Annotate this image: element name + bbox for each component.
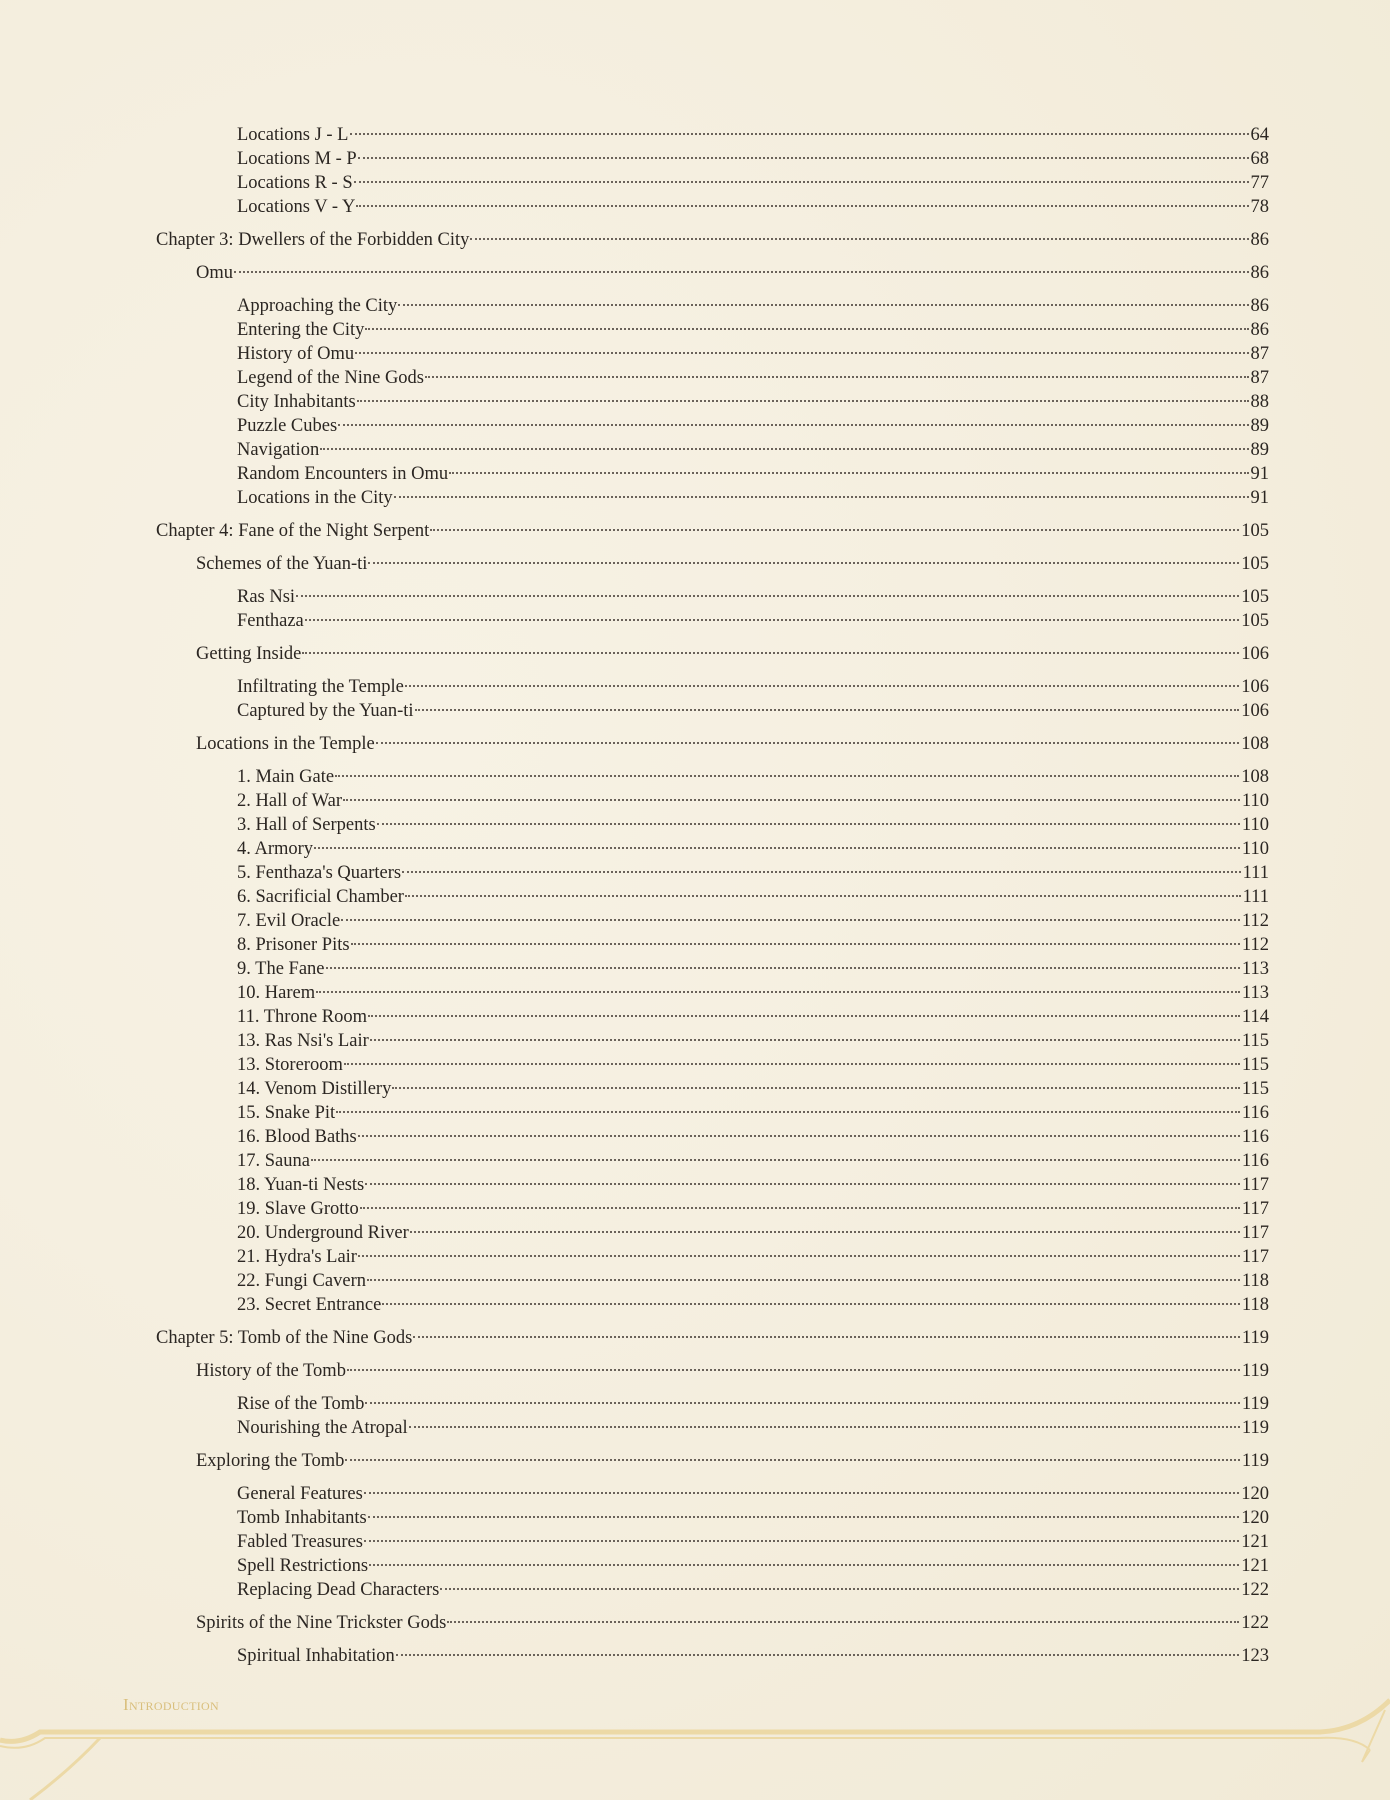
- toc-page-number: 77: [1250, 173, 1269, 193]
- toc-entry-title: 4. Armory: [237, 839, 314, 859]
- toc-page-number: 89: [1250, 416, 1269, 436]
- toc-page-number: 123: [1241, 1646, 1269, 1666]
- dot-leader: [316, 991, 1240, 993]
- toc-section-entry[interactable]: [196, 1611, 1269, 1635]
- toc-entry-title: History of the Tomb: [196, 1361, 346, 1381]
- toc-subsection-entry[interactable]: [237, 195, 1269, 219]
- dot-leader: [364, 1540, 1239, 1542]
- toc-entry-title: 21. Hydra's Lair: [237, 1247, 357, 1267]
- dot-leader: [470, 238, 1248, 240]
- toc-section-entry[interactable]: [196, 732, 1269, 756]
- toc-entry-title: Schemes of the Yuan-ti: [196, 554, 368, 574]
- toc-entry-title: Omu: [196, 263, 233, 283]
- toc-subsection-entry[interactable]: [237, 885, 1269, 909]
- toc-entry-title: 22. Fungi Cavern: [237, 1271, 366, 1291]
- toc-page-number: 111: [1242, 887, 1269, 907]
- toc-page-number: 110: [1241, 791, 1269, 811]
- toc-page-number: 119: [1241, 1394, 1269, 1414]
- dot-leader: [336, 1111, 1240, 1113]
- toc-page-number: 86: [1250, 320, 1269, 340]
- toc-entry-title: Locations in the City: [237, 488, 393, 508]
- toc-subsection-entry[interactable]: [237, 1578, 1269, 1602]
- dot-leader: [368, 1015, 1240, 1017]
- toc-entry-title: Entering the City: [237, 320, 365, 340]
- toc-page-number: 105: [1241, 554, 1269, 574]
- toc-page-number: 117: [1241, 1247, 1269, 1267]
- toc-page-number: 113: [1241, 959, 1269, 979]
- dot-leader: [402, 871, 1240, 873]
- dot-leader: [347, 1369, 1240, 1371]
- dot-leader: [365, 328, 1248, 330]
- dot-leader: [302, 652, 1239, 654]
- toc-page-number: 91: [1250, 464, 1269, 484]
- toc-subsection-entry[interactable]: [237, 1530, 1269, 1554]
- dot-leader: [305, 619, 1239, 621]
- toc-subsection-entry[interactable]: [237, 1482, 1269, 1506]
- dot-leader: [344, 1063, 1240, 1065]
- dot-leader: [449, 472, 1248, 474]
- dot-leader: [358, 1255, 1240, 1257]
- toc-page-number: 112: [1241, 911, 1269, 931]
- toc-entry-title: Spirits of the Nine Trickster Gods: [196, 1613, 447, 1633]
- toc-subsection-entry[interactable]: [237, 366, 1269, 390]
- toc-subsection-entry[interactable]: [237, 957, 1269, 981]
- toc-page-number: 122: [1241, 1580, 1269, 1600]
- toc-entry-title: Fenthaza: [237, 611, 304, 631]
- toc-page-number: 113: [1241, 983, 1269, 1003]
- toc-entry-title: 8. Prisoner Pits: [237, 935, 350, 955]
- dot-leader: [314, 847, 1240, 849]
- toc-page-number: 108: [1241, 767, 1269, 787]
- dot-leader: [296, 595, 1239, 597]
- toc-subsection-entry[interactable]: [237, 765, 1269, 789]
- toc-page-number: 86: [1250, 296, 1269, 316]
- dot-leader: [364, 1492, 1239, 1494]
- toc-entry-title: 10. Harem: [237, 983, 316, 1003]
- toc-page-number: 105: [1241, 611, 1269, 631]
- dot-leader: [410, 1231, 1240, 1233]
- toc-subsection-entry[interactable]: [237, 438, 1269, 462]
- dot-leader: [350, 133, 1249, 135]
- toc-section-entry[interactable]: [196, 642, 1269, 666]
- toc-page-number: 115: [1241, 1031, 1269, 1051]
- toc-entry-title: 13. Ras Nsi's Lair: [237, 1031, 369, 1051]
- dot-leader: [405, 895, 1241, 897]
- toc-page-number: 106: [1241, 677, 1269, 697]
- toc-subsection-entry[interactable]: [237, 1197, 1269, 1221]
- toc-entry-title: 16. Blood Baths: [237, 1127, 357, 1147]
- dot-leader: [396, 1654, 1240, 1656]
- toc-page-number: 121: [1241, 1556, 1269, 1576]
- dot-leader: [368, 1516, 1240, 1518]
- toc-page-number: 116: [1241, 1127, 1269, 1147]
- toc-entry-title: Puzzle Cubes: [237, 416, 338, 436]
- toc-page-number: 91: [1250, 488, 1269, 508]
- toc-entry-title: Spell Restrictions: [237, 1556, 369, 1576]
- toc-entry-title: 13. Storeroom: [237, 1055, 343, 1075]
- toc-section-entry[interactable]: [196, 1359, 1269, 1383]
- toc-entry-title: 1. Main Gate: [237, 767, 335, 787]
- toc-subsection-entry[interactable]: [237, 1029, 1269, 1053]
- dot-leader: [351, 943, 1240, 945]
- toc-subsection-entry[interactable]: [237, 675, 1269, 699]
- toc-subsection-entry[interactable]: [237, 909, 1269, 933]
- toc-entry-title: 5. Fenthaza's Quarters: [237, 863, 402, 883]
- footer-section-label: Introduction: [123, 1695, 219, 1714]
- toc-page-number: 108: [1241, 734, 1269, 754]
- toc-subsection-entry[interactable]: [237, 933, 1269, 957]
- toc-subsection-entry[interactable]: [237, 1053, 1269, 1077]
- toc-page-number: 120: [1241, 1508, 1269, 1528]
- toc-subsection-entry[interactable]: [237, 1173, 1269, 1197]
- dot-leader: [335, 775, 1239, 777]
- toc-page-number: 110: [1241, 839, 1269, 859]
- dot-leader: [360, 1207, 1240, 1209]
- toc-entry-title: Random Encounters in Omu: [237, 464, 449, 484]
- toc-entry-title: Locations M - P: [237, 149, 357, 169]
- toc-entry-title: Captured by the Yuan-ti: [237, 701, 414, 721]
- dot-leader: [367, 1279, 1240, 1281]
- toc-subsection-entry[interactable]: [237, 1392, 1269, 1416]
- toc-subsection-entry[interactable]: [237, 486, 1269, 510]
- toc-subsection-entry[interactable]: [237, 585, 1269, 609]
- toc-page-number: 119: [1241, 1451, 1269, 1471]
- toc-page-number: 86: [1250, 230, 1269, 250]
- toc-page-number: 117: [1241, 1223, 1269, 1243]
- toc-entry-title: Getting Inside: [196, 644, 302, 664]
- toc-page-number: 120: [1241, 1484, 1269, 1504]
- toc-entry-title: 15. Snake Pit: [237, 1103, 336, 1123]
- toc-subsection-entry[interactable]: [237, 1125, 1269, 1149]
- dot-leader: [355, 352, 1248, 354]
- dot-leader: [338, 424, 1248, 426]
- toc-subsection-entry[interactable]: [237, 171, 1269, 195]
- toc-page-number: 106: [1241, 644, 1269, 664]
- toc-subsection-entry[interactable]: [237, 1245, 1269, 1269]
- toc-page-number: 86: [1250, 263, 1269, 283]
- dot-leader: [358, 1135, 1240, 1137]
- dot-leader: [370, 1039, 1240, 1041]
- toc-page-number: 119: [1241, 1328, 1269, 1348]
- toc-entry-title: Fabled Treasures: [237, 1532, 363, 1552]
- dot-leader: [376, 742, 1240, 744]
- toc-entry-title: Locations J - L: [237, 125, 349, 145]
- toc-entry-title: Exploring the Tomb: [196, 1451, 345, 1471]
- dot-leader: [356, 205, 1248, 207]
- toc-page-number: 122: [1241, 1613, 1269, 1633]
- table-of-contents: [0, 123, 1390, 1668]
- toc-subsection-entry[interactable]: [237, 861, 1269, 885]
- dot-leader: [357, 400, 1249, 402]
- toc-subsection-entry[interactable]: [237, 1293, 1269, 1317]
- toc-entry-title: Tomb Inhabitants: [237, 1508, 367, 1528]
- toc-entry-title: Locations V - Y: [237, 197, 356, 217]
- dot-leader: [343, 799, 1240, 801]
- toc-subsection-entry[interactable]: [237, 609, 1269, 633]
- toc-page-number: 106: [1241, 701, 1269, 721]
- toc-page-number: 68: [1250, 149, 1269, 169]
- toc-subsection-entry[interactable]: [237, 1644, 1269, 1668]
- toc-page-number: 119: [1241, 1361, 1269, 1381]
- dot-leader: [234, 271, 1249, 273]
- dot-leader: [368, 562, 1239, 564]
- dot-leader: [409, 1426, 1240, 1428]
- toc-section-entry[interactable]: [196, 1449, 1269, 1473]
- toc-page-number: 121: [1241, 1532, 1269, 1552]
- dot-leader: [430, 529, 1239, 531]
- toc-subsection-entry[interactable]: [237, 414, 1269, 438]
- toc-entry-title: 17. Sauna: [237, 1151, 310, 1171]
- toc-subsection-entry[interactable]: [237, 462, 1269, 486]
- dot-leader: [341, 919, 1240, 921]
- toc-entry-title: 11. Throne Room: [237, 1007, 368, 1027]
- toc-entry-title: Legend of the Nine Gods: [237, 368, 425, 388]
- toc-subsection-entry[interactable]: [237, 1005, 1269, 1029]
- toc-entry-title: General Features: [237, 1484, 363, 1504]
- toc-entry-title: 2. Hall of War: [237, 791, 343, 811]
- toc-entry-title: 7. Evil Oracle: [237, 911, 341, 931]
- toc-page-number: 64: [1250, 125, 1269, 145]
- dot-leader: [326, 967, 1240, 969]
- toc-entry-title: Locations in the Temple: [196, 734, 375, 754]
- toc-entry-title: 3. Hall of Serpents: [237, 815, 376, 835]
- dot-leader: [415, 709, 1240, 711]
- toc-page-number: 88: [1250, 392, 1269, 412]
- toc-subsection-entry[interactable]: [237, 1554, 1269, 1578]
- toc-entry-title: Spiritual Inhabitation: [237, 1646, 395, 1666]
- toc-entry-title: Chapter 4: Fane of the Night Serpent: [156, 521, 430, 541]
- toc-page-number: 105: [1241, 587, 1269, 607]
- toc-page-number: 114: [1241, 1007, 1269, 1027]
- toc-entry-title: 6. Sacrificial Chamber: [237, 887, 404, 907]
- toc-entry-title: Rise of the Tomb: [237, 1394, 365, 1414]
- toc-entry-title: Replacing Dead Characters: [237, 1580, 440, 1600]
- toc-subsection-entry[interactable]: [237, 1101, 1269, 1125]
- dot-leader: [345, 1459, 1240, 1461]
- toc-subsection-entry[interactable]: [237, 1077, 1269, 1101]
- toc-entry-title: 14. Venom Distillery: [237, 1079, 392, 1099]
- toc-page-number: 115: [1241, 1055, 1269, 1075]
- toc-subsection-entry[interactable]: [237, 294, 1269, 318]
- toc-section-entry[interactable]: [196, 552, 1269, 576]
- toc-subsection-entry[interactable]: [237, 699, 1269, 723]
- dot-leader: [392, 1087, 1240, 1089]
- toc-subsection-entry[interactable]: [237, 147, 1269, 171]
- toc-entry-title: Ras Nsi: [237, 587, 296, 607]
- dot-leader: [405, 685, 1239, 687]
- dot-leader: [440, 1588, 1239, 1590]
- toc-entry-title: Chapter 3: Dwellers of the Forbidden City: [156, 230, 470, 250]
- dot-leader: [365, 1402, 1240, 1404]
- toc-page-number: 116: [1241, 1103, 1269, 1123]
- toc-subsection-entry[interactable]: [237, 318, 1269, 342]
- toc-page-number: 112: [1241, 935, 1269, 955]
- toc-page-number: 116: [1241, 1151, 1269, 1171]
- toc-page-number: 115: [1241, 1079, 1269, 1099]
- dot-leader: [394, 496, 1249, 498]
- dot-leader: [311, 1159, 1240, 1161]
- toc-entry-title: Chapter 5: Tomb of the Nine Gods: [156, 1328, 413, 1348]
- toc-page-number: 117: [1241, 1175, 1269, 1195]
- toc-page-number: 118: [1241, 1295, 1269, 1315]
- toc-subsection-entry[interactable]: [237, 1506, 1269, 1530]
- toc-page-number: 110: [1241, 815, 1269, 835]
- toc-entry-title: 19. Slave Grotto: [237, 1199, 359, 1219]
- toc-subsection-entry[interactable]: [237, 813, 1269, 837]
- toc-subsection-entry[interactable]: [237, 1416, 1269, 1440]
- toc-subsection-entry[interactable]: [237, 1269, 1269, 1293]
- toc-page-number: 87: [1250, 344, 1269, 364]
- toc-subsection-entry[interactable]: [237, 789, 1269, 813]
- toc-subsection-entry[interactable]: [237, 123, 1269, 147]
- toc-subsection-entry[interactable]: [237, 1221, 1269, 1245]
- toc-entry-title: City Inhabitants: [237, 392, 356, 412]
- toc-page-number: 117: [1241, 1199, 1269, 1219]
- dot-leader: [382, 1303, 1240, 1305]
- toc-chapter-entry[interactable]: [156, 1326, 1269, 1350]
- dot-leader: [358, 157, 1249, 159]
- toc-section-entry[interactable]: [196, 261, 1269, 285]
- toc-entry-title: 23. Secret Entrance: [237, 1295, 382, 1315]
- toc-page-number: 89: [1250, 440, 1269, 460]
- toc-page-number: 87: [1250, 368, 1269, 388]
- toc-subsection-entry[interactable]: [237, 390, 1269, 414]
- toc-entry-title: Approaching the City: [237, 296, 398, 316]
- toc-entry-title: 9. The Fane: [237, 959, 325, 979]
- toc-entry-title: Nourishing the Atropal: [237, 1418, 408, 1438]
- toc-subsection-entry[interactable]: [237, 837, 1269, 861]
- toc-page-number: 118: [1241, 1271, 1269, 1291]
- dot-leader: [425, 376, 1248, 378]
- toc-subsection-entry[interactable]: [237, 1149, 1269, 1173]
- toc-entry-title: Infiltrating the Temple: [237, 677, 404, 697]
- toc-entry-title: Locations R - S: [237, 173, 353, 193]
- toc-subsection-entry[interactable]: [237, 981, 1269, 1005]
- toc-chapter-entry[interactable]: [156, 519, 1269, 543]
- toc-page-number: 119: [1241, 1418, 1269, 1438]
- dot-leader: [377, 823, 1240, 825]
- toc-entry-title: 20. Underground River: [237, 1223, 409, 1243]
- dot-leader: [320, 448, 1248, 450]
- dot-leader: [447, 1621, 1239, 1623]
- toc-page-number: 111: [1242, 863, 1269, 883]
- dot-leader: [398, 304, 1248, 306]
- toc-chapter-entry[interactable]: [156, 228, 1269, 252]
- dot-leader: [413, 1336, 1240, 1338]
- toc-subsection-entry[interactable]: [237, 342, 1269, 366]
- dot-leader: [365, 1183, 1240, 1185]
- toc-entry-title: Navigation: [237, 440, 320, 460]
- toc-entry-title: 18. Yuan-ti Nests: [237, 1175, 365, 1195]
- toc-entry-title: History of Omu: [237, 344, 355, 364]
- toc-page-number: 105: [1241, 521, 1269, 541]
- toc-page-number: 78: [1250, 197, 1269, 217]
- dot-leader: [354, 181, 1249, 183]
- dot-leader: [369, 1564, 1239, 1566]
